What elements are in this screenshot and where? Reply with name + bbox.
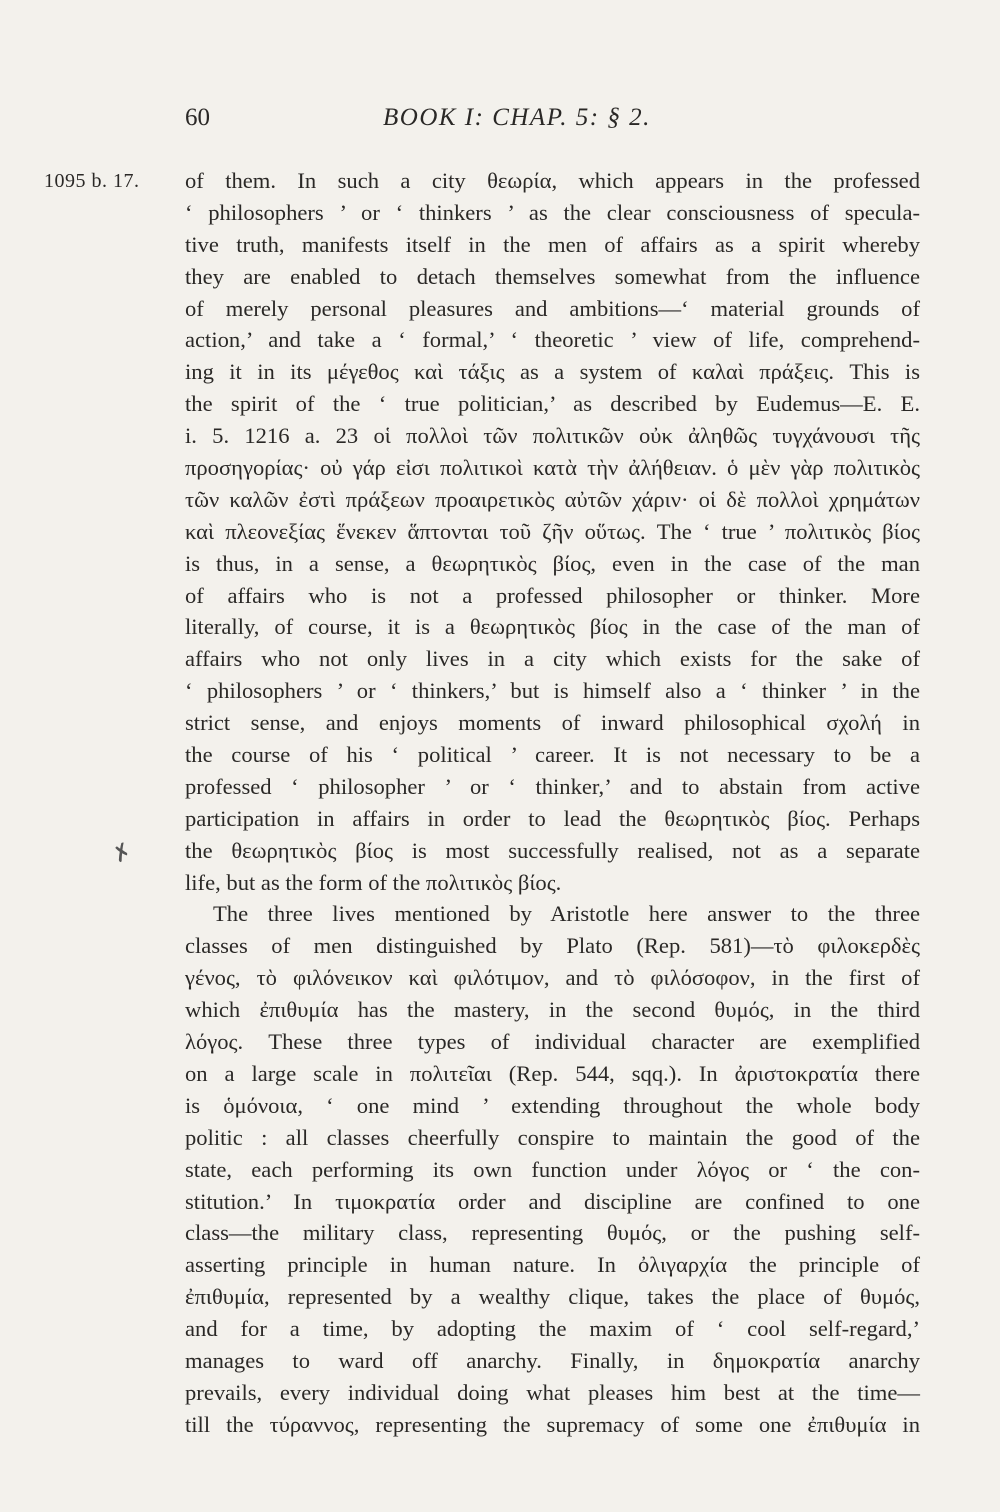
text-line: they are enabled to detach themselves somewhat from the influence (185, 263, 920, 289)
page-header (185, 104, 920, 144)
text-line: on a large scale in πολιτεῖαι (Rep. 544, sqq.). In ἀριστοκρατία there (185, 1060, 920, 1086)
text-line: γένος, τὸ φιλόνεικον καὶ φιλότιμον, and τὸ φιλόσοφον, in the first of (185, 965, 920, 991)
text-line: is ὁμόνοια, ‘ one mind ’ extending throughout the whole body (185, 1092, 920, 1118)
text-line: προσηγορίας· οὐ γάρ εἰσι πολιτικοὶ κατὰ τὴν ἀλήθειαν. ὁ μὲν γὰρ πολιτικὸς (185, 455, 920, 481)
text-line: and for a time, by adopting the maxim of ‘ cool self-regard,’ (185, 1316, 920, 1342)
text-line: state, each performing its own function under λόγος or ‘ the con- (185, 1156, 920, 1182)
text-line: strict sense, and enjoys moments of inward philosophical σχολή in (185, 710, 920, 736)
text-line: class—the military class, representing θυμός, or the pushing self- (185, 1220, 920, 1246)
text-line: classes of men distinguished by Plato (Rep. 581)—τὸ φιλοκερδὲς (185, 933, 920, 959)
text-line: affairs who not only lives in a city which exists for the sake of (185, 646, 920, 672)
text-line: The three lives mentioned by Aristotle here answer to the three (213, 901, 920, 927)
text-line: till the τύραννος, representing the supremacy of some one ἐπιθυμία in (185, 1411, 920, 1437)
page-number: 60 (185, 104, 210, 131)
text-line: of them. In such a city θεωρία, which appears in the professed (185, 168, 920, 193)
text-line: which ἐπιθυμία has the mastery, in the second θυμός, in the third (185, 997, 920, 1023)
text-line: of affairs who is not a professed philosopher or thinker. More (185, 582, 920, 608)
margin-reference: 1095 b. 17. (44, 170, 140, 192)
text-line: λόγος. These three types of individual character are exemplified (185, 1029, 920, 1055)
text-line: prevails, every individual doing what pleases him best at the time— (185, 1379, 920, 1405)
text-line: politic : all classes cheerfully conspire to maintain the good of the (185, 1124, 920, 1150)
text-line: the θεωρητικὸς βίος is most successfully realised, not as a separate (185, 837, 920, 863)
text-line: ‘ philosophers ’ or ‘ thinkers,’ but is himself also a ‘ thinker ’ in the (185, 678, 920, 704)
text-line: ἐπιθυμία, represented by a wealthy clique, takes the place of θυμός, (185, 1284, 920, 1310)
text-line: stitution.’ In τιμοκρατία order and discipline are confined to one (185, 1188, 920, 1214)
pencil-mark: ✗ (107, 837, 137, 869)
body-text (185, 165, 920, 1441)
running-head: BOOK I: CHAP. 5: § 2. (383, 104, 651, 131)
text-line: is thus, in a sense, a θεωρητικὸς βίος, even in the case of the man (185, 550, 920, 576)
text-line: literally, of course, it is a θεωρητικὸς βίος in the case of the man of (185, 614, 920, 640)
text-line: life, but as the form of the πολιτικὸς βίος. (185, 869, 562, 895)
text-line: manages to ward off anarchy. Finally, in δημοκρατία anarchy (185, 1347, 920, 1373)
text-line: action,’ and take a ‘ formal,’ ‘ theoretic ’ view of life, comprehend- (185, 327, 920, 353)
text-line: τῶν καλῶν ἐστὶ πράξεων προαιρετικὸς αὐτῶν χάριν· οἱ δὲ πολλοὶ χρημάτων (185, 486, 920, 512)
text-line: καὶ πλεονεξίας ἕνεκεν ἅπτονται τοῦ ζῆν οὕτως. The ‘ true ’ πολιτικὸς βίος (185, 518, 920, 544)
text-line: ‘ philosophers ’ or ‘ thinkers ’ as the clear consciousness of specula- (185, 199, 920, 225)
text-line: of merely personal pleasures and ambitions—‘ material grounds of (185, 295, 920, 321)
text-line: ing it in its μέγεθος καὶ τάξις as a system of καλαὶ πράξεις. This is (185, 359, 920, 385)
text-line: the course of his ‘ political ’ career. It is not necessary to be a (185, 742, 920, 768)
text-line: asserting principle in human nature. In ὀλιγαρχία the principle of (185, 1252, 920, 1278)
text-line: i. 5. 1216 a. 23 οἱ πολλοὶ τῶν πολιτικῶν οὐκ ἀληθῶς τυγχάνουσι τῆς (185, 423, 920, 449)
text-line: participation in affairs in order to lead the θεωρητικὸς βίος. Perhaps (185, 805, 920, 831)
text-line: tive truth, manifests itself in the men of affairs as a spirit whereby (185, 231, 920, 257)
text-line: the spirit of the ‘ true politician,’ as described by Eudemus—E. E. (185, 391, 920, 417)
text-line: professed ‘ philosopher ’ or ‘ thinker,’ and to abstain from active (185, 773, 920, 799)
